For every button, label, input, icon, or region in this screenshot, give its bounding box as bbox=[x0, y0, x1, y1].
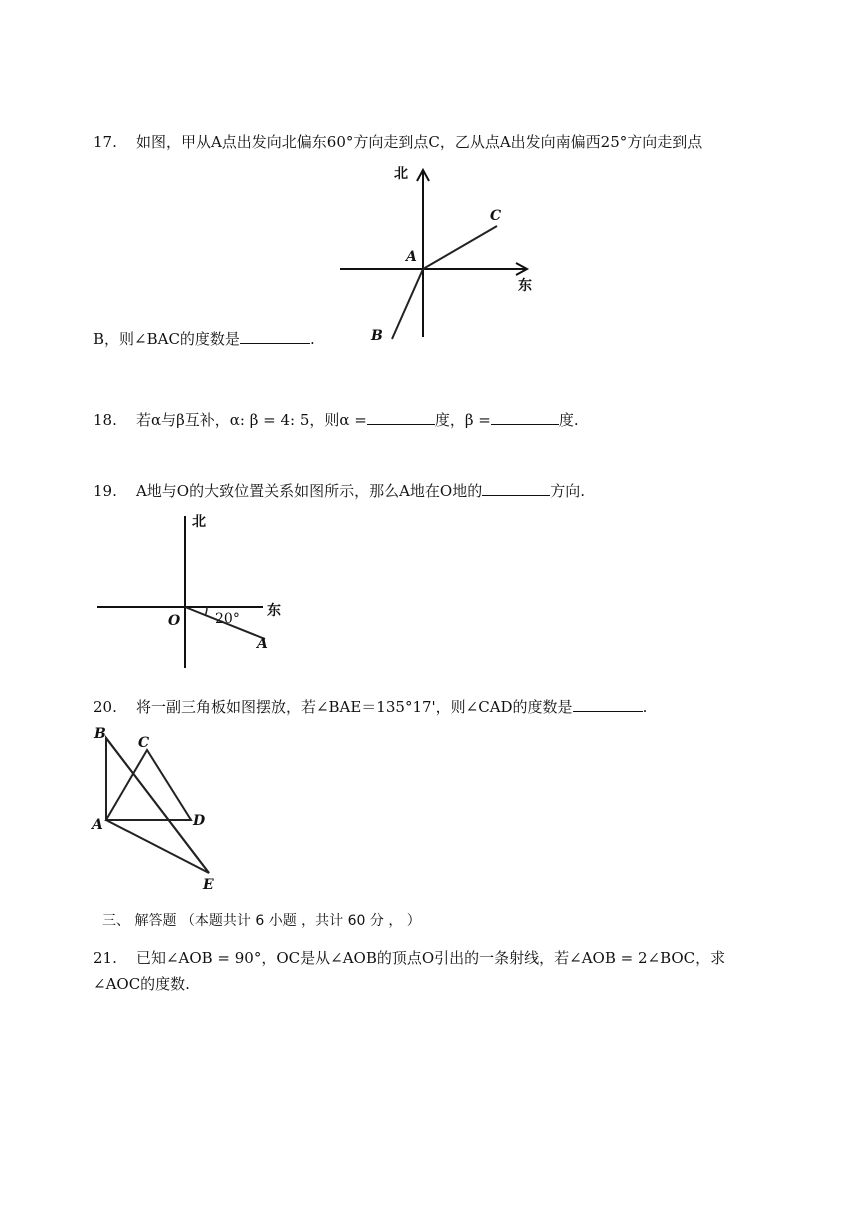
q18-beta-blank[interactable] bbox=[491, 410, 559, 425]
q20-number: 20. bbox=[93, 698, 117, 716]
q17-period: . bbox=[309, 330, 315, 348]
q19-point-a: A bbox=[257, 636, 268, 652]
q19-east-label: 东 bbox=[267, 603, 281, 619]
q19-line bbox=[93, 481, 585, 501]
q17-number: 17. bbox=[93, 133, 117, 151]
q18-text-c: 度. bbox=[558, 411, 579, 429]
q20-point-d: D bbox=[193, 813, 206, 829]
q20-answer-blank[interactable] bbox=[573, 697, 643, 712]
q17-point-b: B bbox=[371, 328, 383, 344]
q17-text-line1: 如图，甲从A点出发向北偏东60°方向走到点C，乙从点A出发向南偏西25°方向走到点 bbox=[135, 133, 703, 151]
q17-point-c: C bbox=[490, 208, 502, 224]
q19-number: 19. bbox=[93, 482, 117, 500]
q20-point-c: C bbox=[138, 735, 150, 751]
q18-text-a: 若α与β互补，α: β = 4: 5，则α = bbox=[135, 411, 367, 429]
q17-figure bbox=[332, 162, 552, 342]
q18-alpha-blank[interactable] bbox=[367, 410, 435, 425]
q19-figure bbox=[95, 512, 305, 672]
q19-origin-label: O bbox=[168, 613, 181, 629]
q17-answer-blank[interactable] bbox=[240, 329, 310, 344]
q20-figure bbox=[90, 722, 230, 892]
q19-north-label: 北 bbox=[192, 514, 206, 530]
q18-line bbox=[93, 410, 579, 430]
q19-answer-blank[interactable] bbox=[482, 481, 550, 496]
q17-point-a: A bbox=[406, 249, 417, 265]
q21-number: 21. bbox=[93, 949, 117, 967]
q18-number: 18. bbox=[93, 411, 117, 429]
q20-line bbox=[93, 697, 647, 717]
q17-ray-ab bbox=[392, 269, 423, 339]
q20-text-prefix: 将一副三角板如图摆放，若∠BAE＝135°17'，则∠CAD的度数是 bbox=[135, 698, 573, 716]
q17-line1 bbox=[93, 132, 702, 152]
q17-east-label: 东 bbox=[518, 278, 532, 294]
q20-point-a: A bbox=[92, 817, 103, 833]
section3-title: 三、 解答题 （本题共计 6 小题 ，共计 60 分 ， ） bbox=[102, 913, 421, 929]
q20-triangle-acd bbox=[106, 750, 191, 820]
q17-text-line2: B，则∠BAC的度数是 bbox=[93, 330, 240, 348]
q17-north-label: 北 bbox=[394, 166, 408, 182]
q21-line2: ∠AOC的度数. bbox=[93, 975, 190, 993]
q19-angle-label: 20° bbox=[215, 611, 240, 627]
q17-ray-ac bbox=[423, 226, 497, 269]
q19-text-prefix: A地与O的大致位置关系如图所示，那么A地在O地的 bbox=[135, 482, 483, 500]
q21-line1 bbox=[93, 948, 725, 968]
q20-point-b: B bbox=[94, 726, 106, 742]
q19-text-suffix: 方向. bbox=[550, 482, 585, 500]
q21-text-line1: 已知∠AOB = 90°，OC是从∠AOB的顶点O引出的一条射线，若∠AOB = 2∠BOC，求 bbox=[135, 949, 726, 967]
q18-text-b: 度，β = bbox=[434, 411, 491, 429]
q17-line2 bbox=[93, 329, 315, 349]
q20-point-e: E bbox=[203, 877, 214, 893]
q20-text-suffix: . bbox=[642, 698, 648, 716]
